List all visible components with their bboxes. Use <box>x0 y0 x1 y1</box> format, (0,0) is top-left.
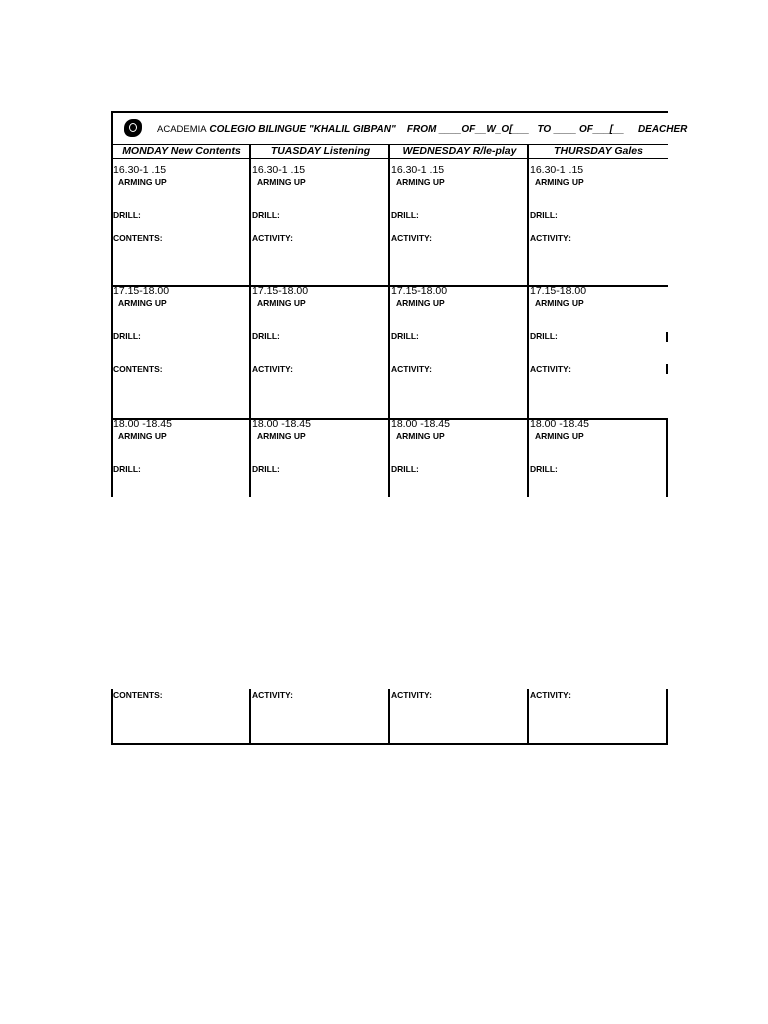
teacher-label: DEACHER <box>637 124 688 135</box>
warmup-label: ARMING UP <box>535 298 584 308</box>
grid-line <box>388 144 390 497</box>
drill-label: DRILL: <box>530 464 558 474</box>
academy-label: ACADEMIA <box>157 124 207 135</box>
activity-label: ACTIVITY: <box>252 690 293 700</box>
warmup-label: ARMING UP <box>396 177 445 187</box>
edge-mark <box>666 332 668 342</box>
grid-line <box>666 689 668 745</box>
activity-label: ACTIVITY: <box>530 364 571 374</box>
drill-label: DRILL: <box>113 331 141 341</box>
warmup-label: ARMING UP <box>118 298 167 308</box>
activity-label: ACTIVITY: <box>391 233 432 243</box>
slot-time: 17.15-18.00 <box>113 285 170 297</box>
grid-line <box>527 144 529 497</box>
drill-label: DRILL: <box>391 464 419 474</box>
warmup-label: ARMING UP <box>257 177 306 187</box>
warmup-label: ARMING UP <box>257 298 306 308</box>
warmup-label: ARMING UP <box>257 431 306 441</box>
drill-label: DRILL: <box>530 331 558 341</box>
drill-label: DRILL: <box>113 464 141 474</box>
drill-label: DRILL: <box>391 331 419 341</box>
day-header-thursday: THURSDAY Gales <box>554 145 643 157</box>
drill-label: DRILL: <box>391 210 419 220</box>
edge-mark <box>666 364 668 374</box>
activity-label: ACTIVITY: <box>252 364 293 374</box>
day-header-monday: MONDAY New Contents <box>122 145 241 157</box>
slot-time: 18.00 -18.45 <box>391 418 450 430</box>
warmup-label: ARMING UP <box>535 431 584 441</box>
slot-time: 18.00 -18.45 <box>113 418 172 430</box>
slot-time: 16.30-1 .15 <box>530 164 584 176</box>
contents-label: CONTENTS: <box>113 690 163 700</box>
slot-time: 17.15-18.00 <box>391 285 448 297</box>
to-field: TO ____ OF___[__ <box>537 124 625 135</box>
slot-time: 16.30-1 .15 <box>252 164 306 176</box>
school-name: COLEGIO BILINGUE "KHALIL GIBPAN" <box>209 124 396 135</box>
drill-label: DRILL: <box>252 464 280 474</box>
activity-label: ACTIVITY: <box>530 690 571 700</box>
slot-time: 18.00 -18.45 <box>252 418 311 430</box>
warmup-label: ARMING UP <box>396 431 445 441</box>
warmup-label: ARMING UP <box>396 298 445 308</box>
slot-time: 17.15-18.00 <box>530 285 587 297</box>
drill-label: DRILL: <box>530 210 558 220</box>
drill-label: DRILL: <box>252 210 280 220</box>
warmup-label: ARMING UP <box>535 177 584 187</box>
grid-line <box>249 144 251 497</box>
contents-label: CONTENTS: <box>113 364 163 374</box>
bottom-border <box>111 743 668 745</box>
activity-label: ACTIVITY: <box>252 233 293 243</box>
header-text <box>157 124 687 135</box>
grid-line <box>666 418 668 497</box>
activity-label: ACTIVITY: <box>530 233 571 243</box>
contents-label: CONTENTS: <box>113 233 163 243</box>
from-field: FROM ____OF__W_O[___ <box>406 124 530 135</box>
grid-line <box>249 689 251 745</box>
drill-label: DRILL: <box>113 210 141 220</box>
day-header-tuesday: TUASDAY Listening <box>270 145 371 157</box>
drill-label: DRILL: <box>252 331 280 341</box>
grid-line <box>527 689 529 745</box>
activity-label: ACTIVITY: <box>391 364 432 374</box>
grid-line <box>388 689 390 745</box>
school-logo-icon <box>125 120 141 136</box>
warmup-label: ARMING UP <box>118 431 167 441</box>
slot-time: 16.30-1 .15 <box>113 164 167 176</box>
sheet-header <box>111 111 688 145</box>
slot-time: 17.15-18.00 <box>252 285 309 297</box>
warmup-label: ARMING UP <box>118 177 167 187</box>
day-header-wednesday: WEDNESDAY R/le-play <box>402 145 517 157</box>
slot-time: 16.30-1 .15 <box>391 164 445 176</box>
activity-label: ACTIVITY: <box>391 690 432 700</box>
slot-time: 18.00 -18.45 <box>530 418 589 430</box>
